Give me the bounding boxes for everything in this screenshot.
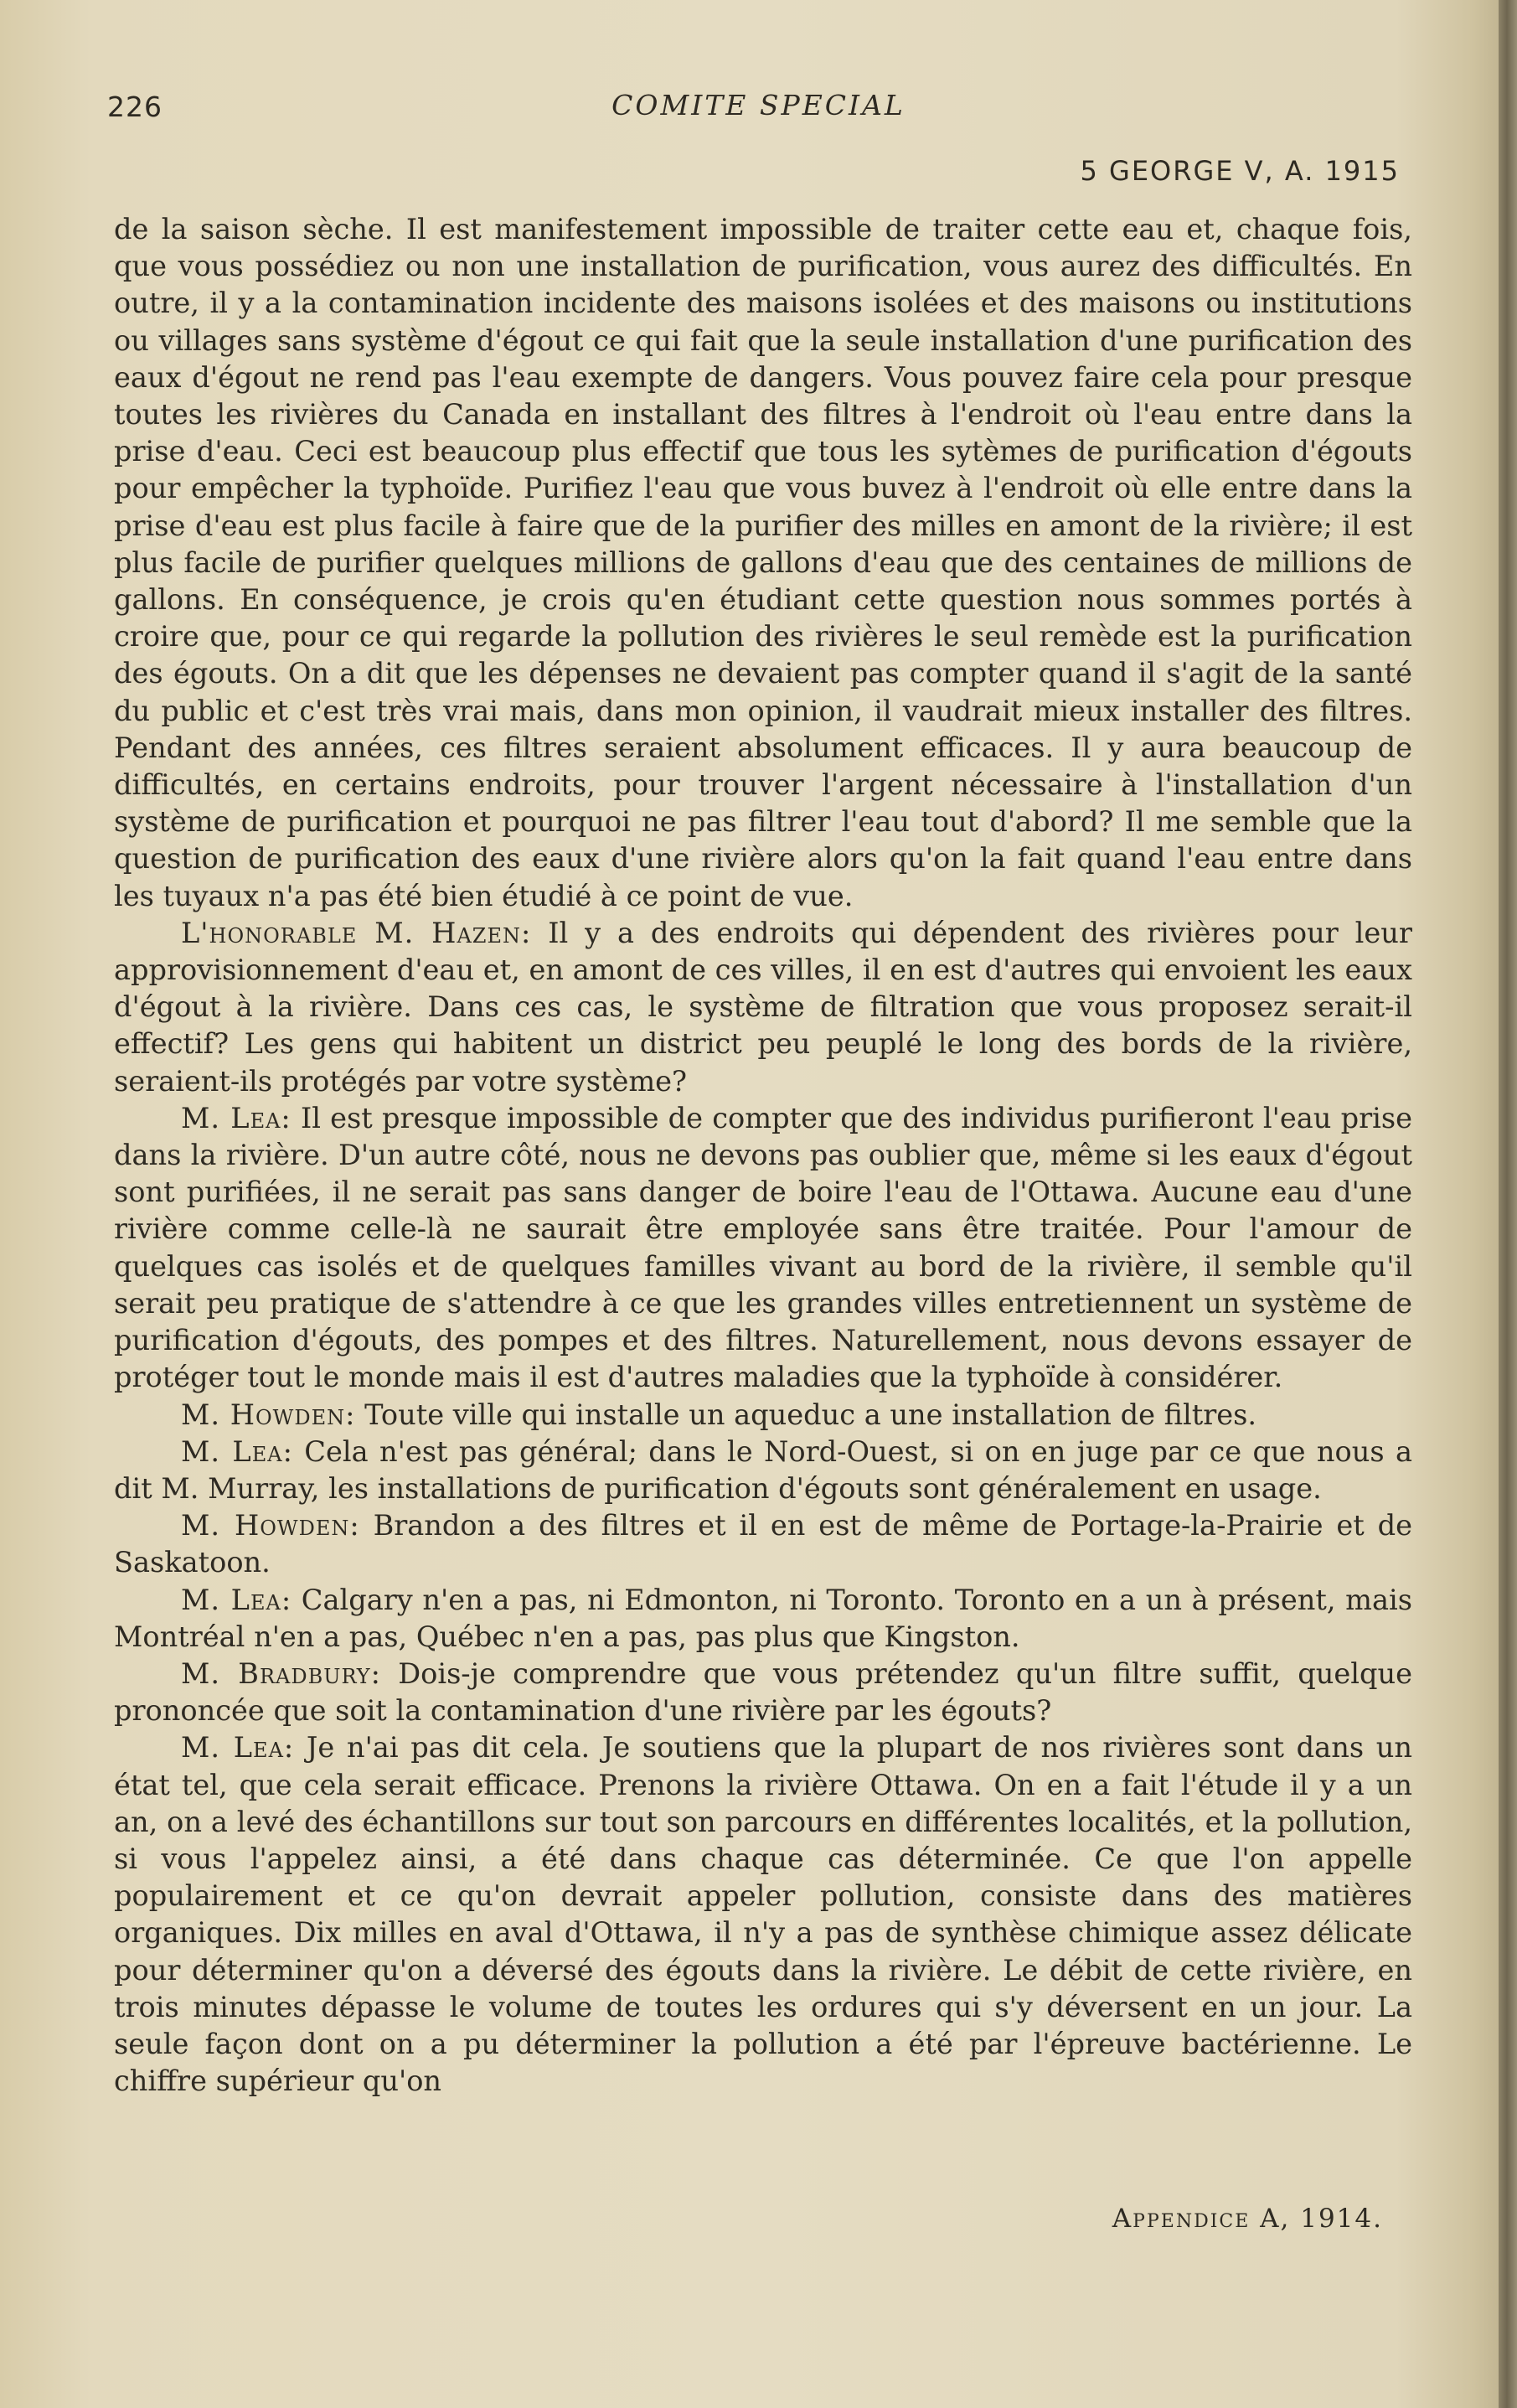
session-reference: 5 GEORGE V, A. 1915: [1080, 155, 1400, 187]
paragraph-text: Je n'ai pas dit cela. Je soutiens que la plupart de nos rivières sont dans un état tel, que cela serait efficace. Prenons la rivière Ottawa. On en a fait l'étude il y a un an, on a levé des échantillons sur tout son parcours en différentes localités, et la pollution, si vous l'appelez ainsi, a été dans chaque cas déterminée. Ce que l'on appelle populairement et ce qu'on devrait appeler pollution, consiste dans des matières organiques. Dix milles en aval d'Ottawa, il n'y a pas de synthèse chimique assez délicate pour déterminer qu'on a déversé des égouts dans la rivière. Le débit de cette rivière, en trois minutes dépasse le volume de toutes les ordures qui s'y déversent en un jour. La seule façon dont on a pu déterminer la pollution a été par l'épreuve bactérienne. Le chiffre supérieur qu'on: [114, 1731, 1412, 2098]
paragraph: [114, 915, 1412, 1100]
speaker-name: M. Lea:: [181, 1101, 292, 1134]
paragraph: [114, 1582, 1412, 1656]
paragraph-text: Il est presque impossible de compter que des individus purifieront l'eau prise dans la rivière. D'un autre côté, nous ne devons pas oublier que, même si les eaux d'égout sont purifiées, il ne serait pas sans danger de boire l'eau de l'Ottawa. Aucune eau d'une rivière comme celle-là ne saurait être employée sans être traitée. Pour l'amour de quelques cas isolés et de quelques familles vivant au bord de la rivière, il semble qu'il serait peu pratique de s'attendre à ce que les grandes villes entretiennent un système de purification d'égouts, des pompes et des filtres. Naturellement, nous devons essayer de protéger tout le monde mais il est d'autres maladies que la typhoïde à considérer.: [114, 1101, 1412, 1394]
paragraph-text: Il y a des endroits qui dépendent des rivières pour leur approvisionnement d'eau et, en amont de ces villes, il en est d'autres qui envoient les eaux d'égout à la rivière. Dans ces cas, le système de filtration que vous proposez serait-il effectif? Les gens qui habitent un district peu peuplé le long des bords de la rivière, seraient-ils protégés par votre système?: [114, 916, 1412, 1098]
speaker-name: M. Bradbury:: [181, 1656, 381, 1690]
speaker-name: L'honorable M. Hazen:: [181, 916, 532, 949]
speaker-name: M. Lea:: [181, 1434, 293, 1468]
paragraph-text: Cela n'est pas général; dans le Nord-Ouest, si on en juge par ce que nous a dit M. Murray, les installations de purification d'égouts sont généralement en usage.: [114, 1434, 1412, 1505]
paragraph-text: Brandon a des filtres et il en est de même de Portage-la-Prairie et de Saskatoon.: [114, 1509, 1412, 1579]
paragraph-text: Dois-je comprendre que vous prétendez qu'un filtre suffit, quelque prononcée que soit la contamination d'une rivière par les égouts?: [114, 1656, 1412, 1728]
paragraph-text: Calgary n'en a pas, ni Edmonton, ni Toronto. Toronto en a un à présent, mais Montréal n'en a pas, Québec n'en a pas, pas plus que Kingston.: [114, 1583, 1412, 1653]
paragraph-text: Toute ville qui installe un aqueduc a une installation de filtres.: [364, 1398, 1257, 1431]
page-number: 226: [107, 90, 163, 123]
paragraph: [114, 211, 1412, 915]
appendix-footer: Appendice A, 1914.: [1112, 2204, 1383, 2234]
paragraph: [114, 1656, 1412, 1729]
running-head: COMITE SPECIAL: [611, 89, 906, 121]
speaker-name: M. Lea:: [181, 1731, 295, 1765]
paragraph-text: de la saison sèche. Il est manifestement impossible de traiter cette eau et, chaque fois, que vous possédiez ou non une installation de purification, vous aurez des difficultés. En outre, il y a la contamination incidente des maisons isolées et des maisons ou institutions ou villages sans système d'égout ce qui fait que la seule installation d'une purification des eaux d'égout ne rend pas l'eau exempte de dangers. Vous pouvez faire cela pour presque toutes les rivières du Canada en installant des filtres à l'endroit où l'eau entre dans la prise d'eau. Ceci est beaucoup plus effectif que tous les sytèmes de purification d'égouts pour empêcher la typhoïde. Purifiez l'eau que vous buvez à l'endroit où elle entre dans la prise d'eau est plus facile à faire que de la purifier des milles en amont de la rivière; il est plus facile de purifier quelques millions de gallons d'eau que des centaines de millions de gallons. En conséquence, je crois qu'en étudiant cette question nous sommes portés à croire que, pour ce qui regarde la pollution des rivières le seul remède est la purification des égouts. On a dit que les dépenses ne devaient pas compter quand il s'agit de la santé du public et c'est très vrai mais, dans mon opinion, il vaudrait mieux installer des filtres. Pendant des années, ces filtres seraient absolument efficaces. Il y aura beaucoup de difficultés, en certains endroits, pour trouver l'argent nécessaire à l'installation d'un système de purification et pourquoi ne pas filtrer l'eau tout d'abord? Il me semble que la question de purification des eaux d'une rivière alors qu'on la fait quand l'eau entre dans les tuyaux n'a pas été bien étudié à ce point de vue.: [114, 213, 1412, 912]
speaker-name: M. Lea:: [181, 1583, 292, 1616]
paragraph: [114, 1100, 1412, 1397]
paragraph: [114, 1397, 1412, 1434]
speaker-name: M. Howden:: [181, 1509, 360, 1542]
paragraph: [114, 1507, 1412, 1581]
page-binding-edge: [1499, 0, 1517, 2408]
body-text: [114, 211, 1412, 2100]
paragraph: [114, 1434, 1412, 1507]
speaker-name: M. Howden:: [181, 1398, 356, 1431]
paragraph: [114, 1729, 1412, 2100]
